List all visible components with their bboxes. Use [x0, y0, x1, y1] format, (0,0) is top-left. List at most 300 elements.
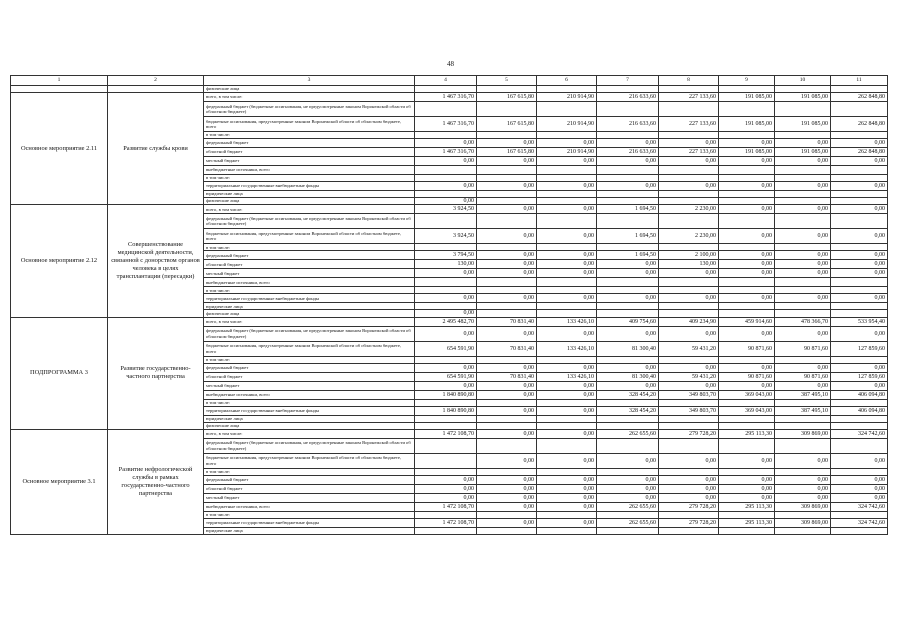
table-row	[11, 429, 888, 438]
amount-cell: 262 655,60	[597, 429, 659, 438]
amount-cell: 0,00	[659, 157, 719, 166]
amount-cell	[831, 422, 888, 429]
amount-cell: 1 840 890,80	[415, 406, 477, 415]
amount-cell: 0,00	[537, 205, 597, 214]
section-title-cell: Развитие службы крови	[108, 93, 204, 205]
amount-cell	[775, 356, 831, 363]
amount-cell: 0,00	[831, 251, 888, 260]
amount-cell: 654 591,90	[415, 372, 477, 381]
amount-cell: 0,00	[597, 326, 659, 341]
amount-cell	[477, 166, 537, 175]
amount-cell: 0,00	[415, 363, 477, 372]
amount-cell: 59 431,20	[659, 372, 719, 381]
amount-cell: 191 085,00	[775, 117, 831, 132]
amount-cell	[831, 511, 888, 518]
amount-cell: 0,00	[415, 484, 477, 493]
amount-cell	[597, 310, 659, 317]
amount-cell: 0,00	[659, 381, 719, 390]
amount-cell	[775, 438, 831, 453]
funding-source-cell: федеральный бюджет	[204, 251, 415, 260]
amount-cell: 0,00	[775, 294, 831, 303]
funding-source-cell: областной бюджет	[204, 484, 415, 493]
amount-cell	[831, 214, 888, 229]
funding-source-cell: бюджетные ассигнования, предусмотренные законом Воронежской области об областном бюджете, всего	[204, 117, 415, 132]
amount-cell	[537, 438, 597, 453]
amount-cell	[831, 191, 888, 198]
funding-source-cell: областной бюджет	[204, 260, 415, 269]
amount-cell	[415, 166, 477, 175]
amount-cell: 2 230,00	[659, 205, 719, 214]
amount-cell	[831, 175, 888, 182]
section-name-cell: Основное мероприятие 3.1	[11, 429, 108, 534]
amount-cell	[415, 415, 477, 422]
section-name-cell	[11, 86, 108, 93]
amount-cell: 0,00	[537, 269, 597, 278]
funding-source-cell: в том числе:	[204, 468, 415, 475]
funding-source-cell: в том числе:	[204, 356, 415, 363]
amount-cell	[719, 166, 775, 175]
amount-cell	[597, 132, 659, 139]
amount-cell	[477, 191, 537, 198]
amount-cell: 0,00	[719, 294, 775, 303]
funding-source-cell: в том числе:	[204, 244, 415, 251]
amount-cell	[537, 86, 597, 93]
funding-source-cell: юридические лица	[204, 415, 415, 422]
funding-source-cell: федеральный бюджет (бюджетные ассигнования, не предусмотренные законом Воронежской области об областном бюджете)	[204, 438, 415, 453]
amount-cell: 0,00	[719, 484, 775, 493]
amount-cell	[659, 356, 719, 363]
amount-cell: 0,00	[477, 205, 537, 214]
amount-cell: 654 591,90	[415, 341, 477, 356]
amount-cell: 0,00	[719, 139, 775, 148]
funding-source-cell: физические лица	[204, 310, 415, 317]
amount-cell	[597, 422, 659, 429]
amount-cell: 0,00	[775, 453, 831, 468]
amount-cell	[659, 399, 719, 406]
amount-cell	[597, 175, 659, 182]
amount-cell: 459 914,60	[719, 317, 775, 326]
funding-source-cell: федеральный бюджет	[204, 139, 415, 148]
amount-cell: 167 615,80	[477, 93, 537, 102]
amount-cell	[597, 278, 659, 287]
section-title-cell	[108, 86, 204, 93]
amount-cell: 279 728,20	[659, 518, 719, 527]
amount-cell	[831, 303, 888, 310]
amount-cell	[477, 175, 537, 182]
amount-cell: 262 848,80	[831, 117, 888, 132]
funding-source-cell: внебюджетные источники, всего	[204, 166, 415, 175]
amount-cell	[597, 303, 659, 310]
amount-cell	[831, 527, 888, 534]
amount-cell: 0,00	[415, 381, 477, 390]
amount-cell: 1 472 108,70	[415, 429, 477, 438]
amount-cell	[537, 102, 597, 117]
amount-cell	[477, 102, 537, 117]
amount-cell	[719, 399, 775, 406]
funding-source-cell: местный бюджет	[204, 157, 415, 166]
amount-cell	[477, 278, 537, 287]
amount-cell: 0,00	[597, 453, 659, 468]
amount-cell: 0,00	[775, 363, 831, 372]
amount-cell	[775, 287, 831, 294]
header-cell: 11	[831, 76, 888, 86]
amount-cell: 0,00	[477, 294, 537, 303]
section-name-cell: ПОДПРОГРАММА 3	[11, 317, 108, 429]
amount-cell	[415, 303, 477, 310]
amount-cell	[659, 287, 719, 294]
amount-cell: 0,00	[719, 251, 775, 260]
funding-source-cell: всего, в том числе:	[204, 93, 415, 102]
funding-source-cell: в том числе:	[204, 287, 415, 294]
amount-cell: 0,00	[415, 294, 477, 303]
amount-cell: 0,00	[719, 182, 775, 191]
amount-cell	[537, 356, 597, 363]
amount-cell: 0,00	[719, 475, 775, 484]
amount-cell: 0,00	[775, 182, 831, 191]
amount-cell: 1 472 108,70	[415, 502, 477, 511]
amount-cell: 0,00	[537, 502, 597, 511]
amount-cell: 279 728,20	[659, 502, 719, 511]
funding-source-cell: местный бюджет	[204, 493, 415, 502]
section-name-cell: Основное мероприятие 2.12	[11, 205, 108, 317]
amount-cell	[415, 399, 477, 406]
amount-cell	[831, 415, 888, 422]
amount-cell: 1 840 890,80	[415, 390, 477, 399]
amount-cell: 0,00	[477, 251, 537, 260]
amount-cell	[537, 132, 597, 139]
amount-cell	[775, 310, 831, 317]
amount-cell	[719, 175, 775, 182]
amount-cell	[597, 399, 659, 406]
amount-cell	[831, 166, 888, 175]
amount-cell: 0,00	[477, 157, 537, 166]
amount-cell	[477, 214, 537, 229]
amount-cell: 0,00	[537, 493, 597, 502]
amount-cell	[659, 191, 719, 198]
amount-cell: 0,00	[415, 310, 477, 317]
amount-cell: 167 615,80	[477, 117, 537, 132]
amount-cell	[719, 422, 775, 429]
amount-cell: 0,00	[659, 484, 719, 493]
funding-source-cell: юридические лица	[204, 191, 415, 198]
funding-source-cell: физические лица	[204, 86, 415, 93]
amount-cell: 0,00	[659, 493, 719, 502]
amount-cell: 0,00	[659, 363, 719, 372]
amount-cell: 0,00	[477, 475, 537, 484]
amount-cell: 227 133,60	[659, 117, 719, 132]
header-cell: 1	[11, 76, 108, 86]
amount-cell	[537, 214, 597, 229]
section-title-cell: Развитие государственно-частного партнерства	[108, 317, 204, 429]
amount-cell: 0,00	[831, 157, 888, 166]
amount-cell	[415, 468, 477, 475]
table-body	[11, 86, 888, 535]
amount-cell: 295 113,30	[719, 518, 775, 527]
amount-cell	[597, 86, 659, 93]
amount-cell: 387 495,10	[775, 390, 831, 399]
amount-cell: 0,00	[477, 139, 537, 148]
amount-cell	[597, 438, 659, 453]
amount-cell	[775, 511, 831, 518]
amount-cell: 133 426,10	[537, 372, 597, 381]
amount-cell: 0,00	[831, 205, 888, 214]
amount-cell	[719, 287, 775, 294]
amount-cell	[659, 468, 719, 475]
amount-cell	[775, 244, 831, 251]
funding-source-cell: в том числе:	[204, 132, 415, 139]
amount-cell: 0,00	[597, 475, 659, 484]
amount-cell: 1 472 108,70	[415, 518, 477, 527]
funding-source-cell: федеральный бюджет	[204, 363, 415, 372]
amount-cell: 0,00	[537, 518, 597, 527]
header-cell: 8	[659, 76, 719, 86]
section-name-cell: Основное мероприятие 2.11	[11, 93, 108, 205]
section-title-cell: Совершенствование медицинской деятельности, связанной с донорством органов человека в целях трансплантации (пересадки)	[108, 205, 204, 317]
amount-cell	[831, 198, 888, 205]
funding-source-cell: областной бюджет	[204, 372, 415, 381]
amount-cell: 2 495 482,70	[415, 317, 477, 326]
amount-cell: 0,00	[597, 294, 659, 303]
funding-source-cell: внебюджетные источники, всего	[204, 502, 415, 511]
amount-cell	[415, 287, 477, 294]
amount-cell	[775, 132, 831, 139]
amount-cell	[719, 86, 775, 93]
amount-cell	[659, 511, 719, 518]
amount-cell	[537, 175, 597, 182]
amount-cell: 167 615,80	[477, 148, 537, 157]
amount-cell	[415, 132, 477, 139]
amount-cell: 409 234,90	[659, 317, 719, 326]
amount-cell	[415, 278, 477, 287]
header-cell: 7	[597, 76, 659, 86]
amount-cell: 0,00	[831, 182, 888, 191]
amount-cell: 0,00	[537, 139, 597, 148]
funding-source-cell: бюджетные ассигнования, предусмотренные законом Воронежской области об областном бюджете, всего	[204, 453, 415, 468]
amount-cell	[719, 198, 775, 205]
funding-source-cell: федеральный бюджет (бюджетные ассигнования, не предусмотренные законом Воронежской области об областном бюджете)	[204, 326, 415, 341]
amount-cell: 127 859,60	[831, 372, 888, 381]
amount-cell: 227 133,60	[659, 93, 719, 102]
amount-cell: 210 914,90	[537, 93, 597, 102]
amount-cell: 0,00	[831, 363, 888, 372]
amount-cell: 0,00	[719, 381, 775, 390]
amount-cell	[659, 166, 719, 175]
amount-cell	[831, 356, 888, 363]
amount-cell: 324 742,60	[831, 429, 888, 438]
amount-cell	[831, 102, 888, 117]
amount-cell: 0,00	[477, 406, 537, 415]
amount-cell: 0,00	[831, 229, 888, 244]
amount-cell: 0,00	[477, 229, 537, 244]
amount-cell	[477, 415, 537, 422]
amount-cell	[597, 356, 659, 363]
funding-source-cell: всего, в том числе:	[204, 205, 415, 214]
funding-source-cell: федеральный бюджет (бюджетные ассигнования, не предусмотренные законом Воронежской области об областном бюджете)	[204, 214, 415, 229]
funding-source-cell: в том числе:	[204, 399, 415, 406]
amount-cell	[477, 303, 537, 310]
amount-cell: 262 655,60	[597, 518, 659, 527]
amount-cell: 0,00	[659, 475, 719, 484]
amount-cell: 0,00	[775, 381, 831, 390]
amount-cell: 216 633,60	[597, 117, 659, 132]
amount-cell: 0,00	[719, 205, 775, 214]
amount-cell: 0,00	[775, 157, 831, 166]
amount-cell	[719, 278, 775, 287]
amount-cell: 210 914,90	[537, 148, 597, 157]
amount-cell: 0,00	[537, 326, 597, 341]
amount-cell	[831, 287, 888, 294]
amount-cell: 1 467 316,70	[415, 117, 477, 132]
amount-cell: 1 467 316,70	[415, 148, 477, 157]
amount-cell: 406 094,80	[831, 406, 888, 415]
amount-cell: 130,00	[415, 260, 477, 269]
amount-cell: 0,00	[775, 484, 831, 493]
amount-cell: 0,00	[415, 198, 477, 205]
amount-cell	[477, 438, 537, 453]
amount-cell: 349 803,70	[659, 406, 719, 415]
amount-cell	[597, 468, 659, 475]
amount-cell: 0,00	[477, 381, 537, 390]
header-cell: 2	[108, 76, 204, 86]
amount-cell	[775, 303, 831, 310]
amount-cell: 295 113,30	[719, 502, 775, 511]
amount-cell: 1 694,50	[597, 205, 659, 214]
amount-cell: 0,00	[831, 294, 888, 303]
amount-cell: 0,00	[831, 475, 888, 484]
amount-cell: 191 085,00	[719, 148, 775, 157]
amount-cell	[597, 415, 659, 422]
amount-cell	[415, 102, 477, 117]
amount-cell: 0,00	[477, 390, 537, 399]
section-title-cell: Развитие нефрологической службы в рамках государственно-частного партнерства	[108, 429, 204, 534]
amount-cell	[831, 399, 888, 406]
amount-cell	[415, 438, 477, 453]
amount-cell: 262 848,80	[831, 93, 888, 102]
amount-cell	[477, 422, 537, 429]
amount-cell	[775, 102, 831, 117]
amount-cell	[659, 86, 719, 93]
amount-cell	[537, 511, 597, 518]
amount-cell: 70 831,40	[477, 317, 537, 326]
amount-cell	[597, 198, 659, 205]
amount-cell: 0,00	[537, 429, 597, 438]
amount-cell: 0,00	[775, 475, 831, 484]
amount-cell: 0,00	[831, 484, 888, 493]
amount-cell: 90 871,60	[719, 372, 775, 381]
amount-cell: 533 954,40	[831, 317, 888, 326]
amount-cell: 0,00	[415, 269, 477, 278]
amount-cell	[415, 191, 477, 198]
amount-cell	[831, 278, 888, 287]
amount-cell	[659, 278, 719, 287]
amount-cell: 81 300,40	[597, 341, 659, 356]
amount-cell	[537, 191, 597, 198]
amount-cell	[775, 166, 831, 175]
amount-cell	[831, 438, 888, 453]
amount-cell: 0,00	[477, 269, 537, 278]
amount-cell	[659, 132, 719, 139]
funding-source-cell: физические лица	[204, 198, 415, 205]
table-row	[11, 93, 888, 102]
amount-cell	[477, 198, 537, 205]
amount-cell	[719, 511, 775, 518]
amount-cell: 0,00	[597, 157, 659, 166]
amount-cell	[477, 527, 537, 534]
amount-cell: 0,00	[775, 326, 831, 341]
amount-cell	[597, 527, 659, 534]
funding-source-cell: всего, в том числе:	[204, 429, 415, 438]
amount-cell: 70 831,40	[477, 372, 537, 381]
amount-cell: 328 454,20	[597, 390, 659, 399]
amount-cell	[831, 86, 888, 93]
amount-cell	[477, 287, 537, 294]
amount-cell: 0,00	[831, 269, 888, 278]
amount-cell	[659, 415, 719, 422]
amount-cell: 210 914,90	[537, 117, 597, 132]
amount-cell	[537, 468, 597, 475]
amount-cell	[775, 278, 831, 287]
amount-cell: 0,00	[597, 363, 659, 372]
financing-table	[10, 75, 888, 535]
amount-cell: 328 454,20	[597, 406, 659, 415]
amount-cell: 191 085,00	[775, 148, 831, 157]
amount-cell	[775, 468, 831, 475]
amount-cell	[415, 422, 477, 429]
funding-source-cell: внебюджетные источники, всего	[204, 278, 415, 287]
funding-source-cell: федеральный бюджет	[204, 475, 415, 484]
amount-cell: 0,00	[537, 251, 597, 260]
amount-cell: 0,00	[537, 157, 597, 166]
amount-cell	[775, 415, 831, 422]
amount-cell	[831, 468, 888, 475]
amount-cell: 0,00	[415, 493, 477, 502]
funding-source-cell: в том числе:	[204, 175, 415, 182]
funding-source-cell: территориальные государственные внебюджетные фонды	[204, 182, 415, 191]
amount-cell: 369 043,00	[719, 390, 775, 399]
amount-cell: 0,00	[831, 326, 888, 341]
amount-cell: 0,00	[659, 269, 719, 278]
table-row	[11, 317, 888, 326]
amount-cell	[537, 166, 597, 175]
header-cell: 9	[719, 76, 775, 86]
amount-cell	[537, 527, 597, 534]
amount-cell: 3 924,50	[415, 205, 477, 214]
amount-cell: 0,00	[477, 363, 537, 372]
header-cell: 5	[477, 76, 537, 86]
amount-cell: 0,00	[719, 269, 775, 278]
amount-cell	[537, 303, 597, 310]
amount-cell: 0,00	[477, 326, 537, 341]
amount-cell: 3 794,50	[415, 251, 477, 260]
amount-cell: 0,00	[415, 139, 477, 148]
funding-source-cell: областной бюджет	[204, 148, 415, 157]
amount-cell	[597, 214, 659, 229]
amount-cell: 0,00	[597, 260, 659, 269]
amount-cell	[775, 86, 831, 93]
page-number: 48	[447, 60, 454, 68]
amount-cell: 216 633,60	[597, 148, 659, 157]
amount-cell: 0,00	[775, 251, 831, 260]
amount-cell	[719, 214, 775, 229]
amount-cell: 0,00	[775, 139, 831, 148]
amount-cell: 0,00	[415, 475, 477, 484]
amount-cell: 0,00	[537, 363, 597, 372]
amount-cell	[477, 511, 537, 518]
amount-cell	[415, 356, 477, 363]
amount-cell: 59 431,20	[659, 341, 719, 356]
amount-cell	[659, 102, 719, 117]
amount-cell: 0,00	[597, 484, 659, 493]
